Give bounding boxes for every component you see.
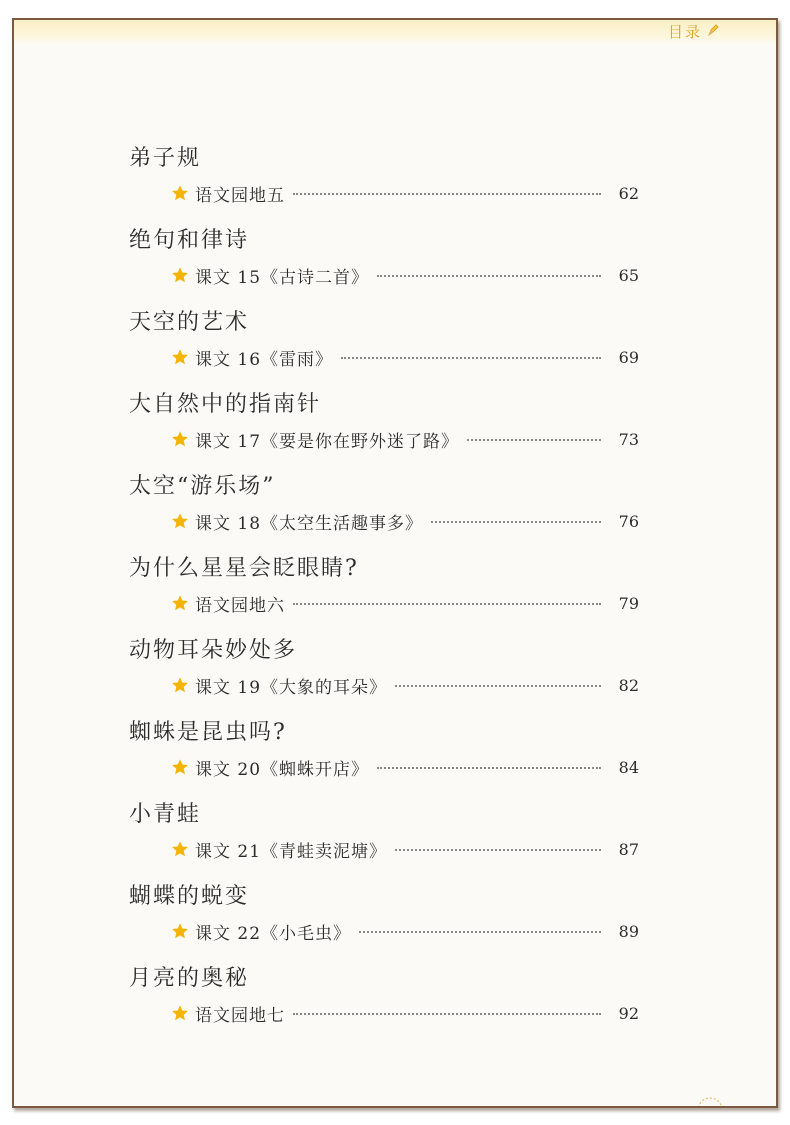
toc-entry-label: 课文 16《雷雨》: [195, 349, 334, 370]
toc-section: [129, 879, 639, 961]
dotted-leader: [341, 357, 601, 359]
toc-section-title: 绝句和律诗: [129, 228, 250, 253]
header-band: [14, 20, 776, 46]
toc-section: [129, 797, 639, 879]
toc-entry[interactable]: [171, 509, 639, 533]
toc-section-title: 弟子规: [129, 146, 202, 171]
star-icon: [171, 758, 189, 776]
toc-section: [129, 633, 639, 715]
toc-page-number: 69: [618, 347, 639, 367]
star-icon: [171, 922, 189, 940]
toc-page-number: 87: [618, 839, 639, 859]
star-icon: [171, 430, 189, 448]
toc-entry[interactable]: [171, 427, 639, 451]
toc-section-title: 太空“游乐场”: [129, 474, 276, 499]
toc-entry-label: 课文 15《古诗二首》: [195, 267, 370, 288]
page-number-ornament: [696, 1096, 724, 1108]
toc-page-number: 92: [618, 1003, 639, 1023]
toc-entry-label: 课文 21《青蛙卖泥塘》: [195, 841, 388, 862]
toc-section-title: 动物耳朵妙处多: [129, 638, 298, 663]
dotted-leader: [377, 767, 601, 769]
toc-page-number: 73: [618, 429, 639, 449]
book-page: [12, 18, 778, 1108]
toc-section-title: 小青蛙: [129, 802, 202, 827]
toc-section-title: 为什么星星会眨眼睛?: [129, 556, 359, 581]
toc-page-number: 79: [618, 593, 639, 613]
toc-entry[interactable]: [171, 755, 639, 779]
toc-section-title: 天空的艺术: [129, 310, 250, 335]
dotted-leader: [293, 1013, 601, 1015]
star-icon: [171, 184, 189, 202]
star-icon: [171, 1004, 189, 1022]
dotted-leader: [293, 603, 601, 605]
toc-page-number: 82: [618, 675, 639, 695]
toc-section: [129, 141, 639, 223]
toc-section-title: 月亮的奥秘: [129, 966, 250, 991]
star-icon: [171, 840, 189, 858]
toc-section: [129, 961, 639, 1043]
toc-section: [129, 715, 639, 797]
toc-entry-label: 课文 20《蜘蛛开店》: [195, 759, 370, 780]
toc-page-number: 76: [618, 511, 639, 531]
dotted-leader: [293, 193, 601, 195]
star-icon: [171, 676, 189, 694]
toc-section: [129, 387, 639, 469]
toc-entry[interactable]: [171, 181, 639, 205]
toc-entry-label: 语文园地六: [195, 595, 285, 616]
star-icon: [171, 594, 189, 612]
star-icon: [171, 512, 189, 530]
toc-entry-label: 课文 19《大象的耳朵》: [195, 677, 388, 698]
toc-entry-label: 语文园地七: [195, 1005, 285, 1026]
toc-section: [129, 551, 639, 633]
toc-page-number: 84: [618, 757, 639, 777]
toc-entry[interactable]: [171, 345, 639, 369]
dotted-leader: [395, 685, 601, 687]
toc-entry[interactable]: [171, 263, 639, 287]
toc-section: [129, 305, 639, 387]
dotted-leader: [377, 275, 601, 277]
toc-entry[interactable]: [171, 673, 639, 697]
toc-entry[interactable]: [171, 837, 639, 861]
pencil-icon: [706, 23, 720, 37]
dotted-leader: [467, 439, 601, 441]
toc-entry[interactable]: [171, 919, 639, 943]
dotted-leader: [431, 521, 601, 523]
toc-section-title: 蜘蛛是昆虫吗?: [129, 720, 287, 745]
page-header-title: 目录: [667, 23, 702, 41]
toc-section: [129, 223, 639, 305]
toc-page-number: 65: [618, 265, 639, 285]
toc-entry[interactable]: [171, 1001, 639, 1025]
toc-entry-label: 课文 22《小毛虫》: [195, 923, 352, 944]
dotted-leader: [359, 931, 601, 933]
toc-entry-label: 课文 18《太空生活趣事多》: [195, 513, 424, 534]
table-of-contents: [129, 141, 639, 1043]
toc-section-title: 大自然中的指南针: [129, 392, 322, 417]
star-icon: [171, 266, 189, 284]
toc-entry[interactable]: [171, 591, 639, 615]
toc-section: [129, 469, 639, 551]
toc-section-title: 蝴蝶的蜕变: [129, 884, 250, 909]
toc-entry-label: 课文 17《要是你在野外迷了路》: [195, 431, 460, 452]
toc-entry-label: 语文园地五: [195, 185, 285, 206]
toc-page-number: 62: [618, 183, 639, 203]
toc-page-number: 89: [618, 921, 639, 941]
star-icon: [171, 348, 189, 366]
dotted-leader: [395, 849, 601, 851]
